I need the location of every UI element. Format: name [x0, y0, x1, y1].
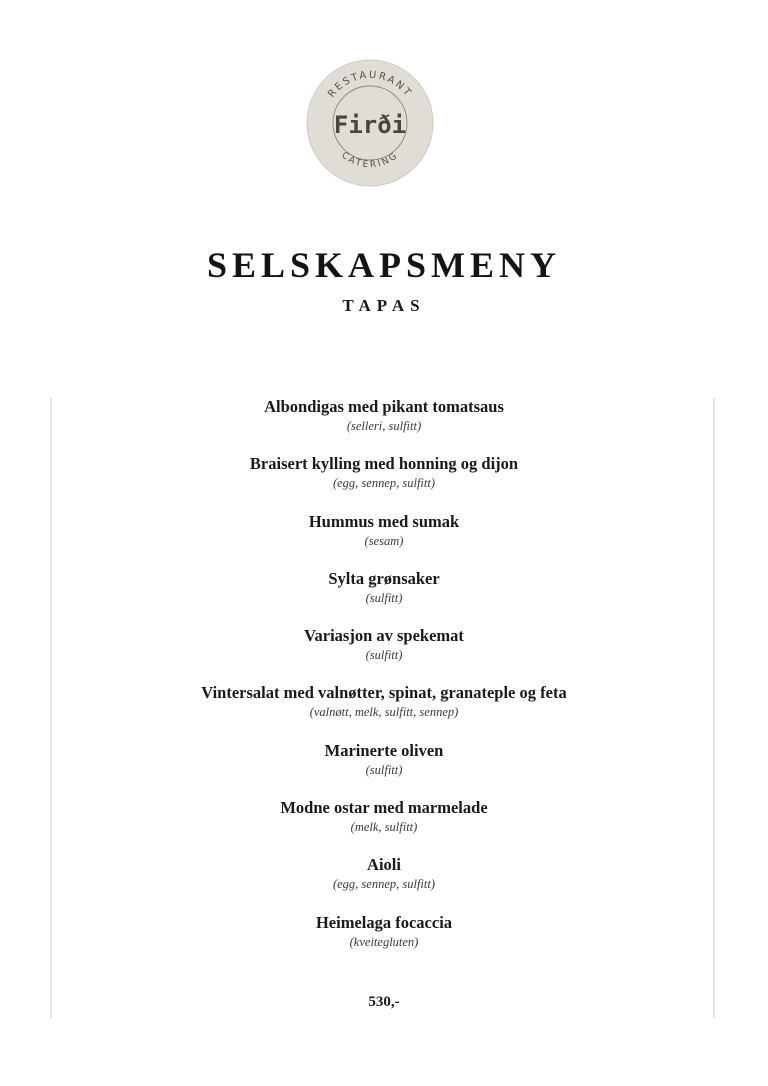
- right-divider: [713, 398, 715, 1018]
- menu-item: [60, 396, 708, 453]
- dish-allergens: (sulfitt): [365, 648, 403, 663]
- menu-item: [60, 453, 708, 510]
- dish-allergens: (kveitegluten): [349, 934, 419, 949]
- menu-item: [60, 912, 708, 969]
- page-subtitle: TAPAS: [342, 296, 426, 315]
- logo-ring-bottom-text: CATERING: [339, 150, 401, 171]
- dish-name: Albondigas med pikant tomatsaus: [264, 397, 504, 416]
- left-divider: [50, 398, 52, 1018]
- dish-name: Heimelaga focaccia: [315, 912, 453, 932]
- page-title: SELSKAPSMENY: [206, 245, 562, 285]
- dish-name: Braisert kylling med honning og dijon: [249, 454, 519, 474]
- dish-allergens: (sulfitt): [365, 762, 403, 777]
- dish-name: Hummus med sumak: [308, 511, 460, 531]
- menu-price: 530,-: [368, 994, 400, 1010]
- menu-item: [60, 625, 708, 682]
- dish-allergens: (sesam): [364, 533, 404, 548]
- dish-name: Vintersalat med valnøtter, spinat, granateple og feta: [201, 683, 567, 703]
- menu-item: [60, 511, 708, 568]
- dish-name: Aioli: [367, 855, 401, 875]
- logo-emblem: [305, 58, 435, 188]
- dish-name: Variasjon av spekemat: [304, 626, 464, 646]
- menu-item: [60, 740, 708, 797]
- dish-allergens: (egg, sennep, sulfitt): [332, 476, 436, 491]
- menu-list: [60, 396, 708, 969]
- dish-name: Sylta grønsaker: [328, 568, 440, 588]
- dish-name: Modne ostar med marmelade: [280, 798, 488, 818]
- menu-item: [60, 682, 708, 739]
- menu-item: [60, 568, 708, 625]
- menu-item: [60, 797, 708, 854]
- menu-item: [60, 854, 708, 911]
- dish-allergens: (sulfitt): [365, 590, 403, 605]
- logo-name: Firði: [333, 111, 407, 139]
- restaurant-logo: [305, 58, 435, 188]
- logo-ring-top-text: RESTAURANT: [326, 69, 414, 100]
- dish-allergens: (melk, sulfitt): [350, 820, 418, 835]
- dish-allergens: (selleri, sulfitt): [346, 419, 422, 433]
- dish-allergens: (valnøtt, melk, sulfitt, sennep): [309, 705, 459, 720]
- dish-allergens: (egg, sennep, sulfitt): [332, 877, 436, 892]
- dish-name: Marinerte oliven: [324, 740, 444, 760]
